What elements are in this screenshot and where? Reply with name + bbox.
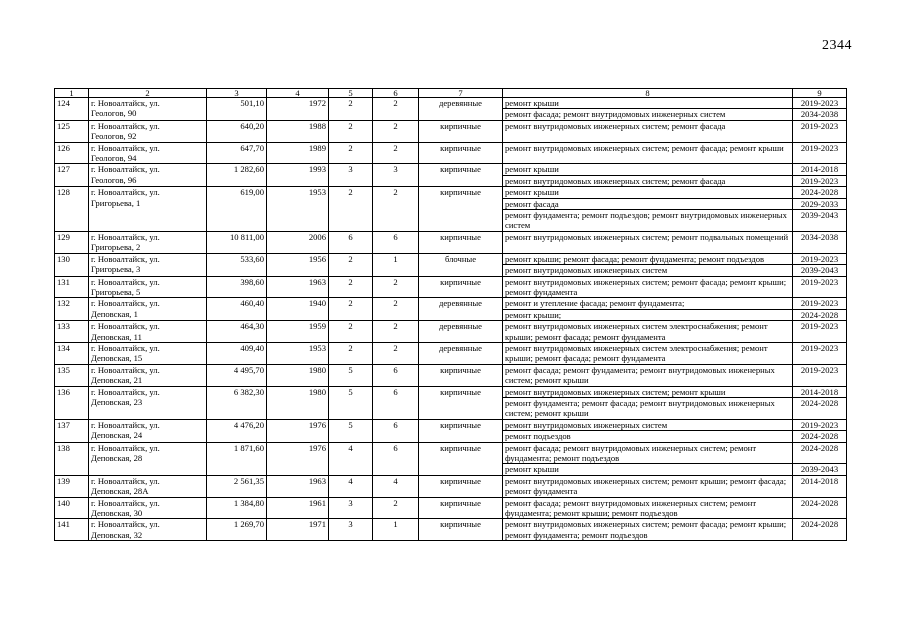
entrances-cell: 2 — [373, 142, 419, 164]
wall-material-cell: кирпичные — [419, 386, 503, 419]
entrances-cell: 2 — [373, 497, 419, 519]
table-row — [55, 164, 847, 175]
wall-material-cell: кирпичные — [419, 519, 503, 541]
row-number-cell: 125 — [55, 120, 89, 142]
year-cell: 1953 — [267, 342, 329, 364]
work-description-cell: ремонт крыши — [503, 164, 793, 175]
year-cell: 1980 — [267, 386, 329, 419]
work-description-cell: ремонт внутридомовых инженерных систем электроснабжения; ремонт крыши; ремонт фасада; ремонт фундамента — [503, 342, 793, 364]
area-cell: 398,60 — [207, 276, 267, 298]
header-cell: 3 — [207, 89, 267, 98]
address-line-street: Деповская, 28 — [91, 453, 143, 463]
row-number-cell: 138 — [55, 442, 89, 475]
header-cell: 6 — [373, 89, 419, 98]
floors-cell: 4 — [329, 442, 373, 475]
work-period-cell: 2024-2028 — [793, 519, 847, 541]
work-period-cell: 2019-2023 — [793, 298, 847, 309]
work-period-cell: 2019-2023 — [793, 321, 847, 343]
row-number-cell: 131 — [55, 276, 89, 298]
table-row — [55, 120, 847, 142]
work-period-cell: 2034-2038 — [793, 109, 847, 120]
address-cell — [89, 142, 207, 164]
row-number-cell: 132 — [55, 298, 89, 321]
row-number-cell: 139 — [55, 475, 89, 497]
row-number-cell: 124 — [55, 98, 89, 121]
address-line-city: г. Новоалтайск, ул. — [91, 164, 160, 175]
address-line-city: г. Новоалтайск, ул. — [91, 187, 160, 198]
floors-cell: 2 — [329, 187, 373, 232]
work-period-cell: 2024-2028 — [793, 431, 847, 442]
address-cell — [89, 164, 207, 187]
address-line-city: г. Новоалтайск, ул. — [91, 98, 160, 108]
year-cell: 1971 — [267, 519, 329, 541]
work-period-cell: 2019-2023 — [793, 364, 847, 386]
table-row — [55, 321, 847, 343]
work-description-cell: ремонт и утепление фасада; ремонт фундамента; — [503, 298, 793, 309]
floors-cell: 5 — [329, 386, 373, 419]
area-cell: 464,30 — [207, 321, 267, 343]
work-period-cell: 2024-2028 — [793, 442, 847, 464]
floors-cell: 2 — [329, 98, 373, 121]
table-row — [55, 187, 847, 198]
wall-material-cell: деревянные — [419, 321, 503, 343]
work-description-cell: ремонт внутридомовых инженерных систем; ремонт фасада — [503, 120, 793, 142]
row-number-cell: 126 — [55, 142, 89, 164]
table-row — [55, 276, 847, 298]
year-cell: 1961 — [267, 497, 329, 519]
floors-cell: 2 — [329, 253, 373, 276]
address-cell — [89, 364, 207, 386]
address-line-street: Геологов, 90 — [91, 108, 137, 119]
area-cell: 647,70 — [207, 142, 267, 164]
wall-material-cell: кирпичные — [419, 231, 503, 253]
row-number-cell: 128 — [55, 187, 89, 232]
work-period-cell: 2034-2038 — [793, 231, 847, 253]
entrances-cell: 2 — [373, 187, 419, 232]
wall-material-cell: кирпичные — [419, 364, 503, 386]
work-description-cell: ремонт крыши; — [503, 309, 793, 320]
work-description-cell: ремонт внутридомовых инженерных систем — [503, 419, 793, 430]
floors-cell: 2 — [329, 276, 373, 298]
header-cell: 1 — [55, 89, 89, 98]
work-period-cell: 2024-2028 — [793, 309, 847, 320]
address-cell — [89, 442, 207, 475]
header-cell: 9 — [793, 89, 847, 98]
area-cell: 6 382,30 — [207, 386, 267, 419]
table-row — [55, 253, 847, 264]
work-description-cell: ремонт фасада; ремонт внутридомовых инженерных систем; ремонт фундамента; ремонт подъездов — [503, 442, 793, 464]
entrances-cell: 4 — [373, 475, 419, 497]
entrances-cell: 1 — [373, 253, 419, 276]
row-number-cell: 130 — [55, 253, 89, 276]
address-cell — [89, 497, 207, 519]
entrances-cell: 6 — [373, 364, 419, 386]
address-line-street: Геологов, 94 — [91, 153, 137, 164]
address-line-city: г. Новоалтайск, ул. — [91, 419, 160, 430]
address-line-street: Деповская, 21 — [91, 375, 143, 386]
table-row — [55, 386, 847, 397]
table-row — [55, 342, 847, 364]
work-description-cell: ремонт крыши — [503, 464, 793, 475]
work-period-cell: 2019-2023 — [793, 419, 847, 430]
address-line-city: г. Новоалтайск, ул. — [91, 231, 160, 242]
wall-material-cell: кирпичные — [419, 276, 503, 298]
work-description-cell: ремонт внутридомовых инженерных систем электроснабжения; ремонт крыши; ремонт фасада; ремонт фундамента — [503, 321, 793, 343]
entrances-cell: 1 — [373, 519, 419, 541]
floors-cell: 5 — [329, 364, 373, 386]
entrances-cell: 6 — [373, 442, 419, 475]
entrances-cell: 2 — [373, 342, 419, 364]
entrances-cell: 2 — [373, 321, 419, 343]
work-description-cell: ремонт внутридомовых инженерных систем — [503, 265, 793, 276]
work-description-cell: ремонт крыши; ремонт фасада; ремонт фундамента; ремонт подъездов — [503, 253, 793, 264]
work-description-cell: ремонт внутридомовых инженерных систем; ремонт фасада; ремонт крыши; ремонт фундамента; ремонт подъездов — [503, 519, 793, 541]
address-line-street: Деповская, 24 — [91, 430, 143, 441]
area-cell: 501,10 — [207, 98, 267, 121]
year-cell: 1976 — [267, 442, 329, 475]
area-cell: 1 384,80 — [207, 497, 267, 519]
entrances-cell: 2 — [373, 120, 419, 142]
area-cell: 1 871,60 — [207, 442, 267, 475]
row-number-cell: 135 — [55, 364, 89, 386]
year-cell: 1956 — [267, 253, 329, 276]
repair-schedule-table — [54, 88, 847, 541]
year-cell: 2006 — [267, 231, 329, 253]
wall-material-cell: деревянные — [419, 98, 503, 121]
floors-cell: 2 — [329, 298, 373, 321]
wall-material-cell: кирпичные — [419, 475, 503, 497]
wall-material-cell: кирпичные — [419, 419, 503, 442]
work-period-cell: 2019-2023 — [793, 120, 847, 142]
address-cell — [89, 231, 207, 253]
work-period-cell: 2019-2023 — [793, 276, 847, 298]
year-cell: 1980 — [267, 364, 329, 386]
address-line-city: г. Новоалтайск, ул. — [91, 298, 160, 309]
address-line-street: Деповская, 28А — [91, 486, 149, 497]
address-line-street: Деповская, 1 — [91, 308, 138, 319]
area-cell: 619,00 — [207, 187, 267, 232]
work-description-cell: ремонт внутридомовых инженерных систем; ремонт крыши — [503, 386, 793, 397]
area-cell: 640,20 — [207, 120, 267, 142]
header-cell: 2 — [89, 89, 207, 98]
work-description-cell: ремонт фасада; ремонт фундамента; ремонт внутридомовых инженерных систем; ремонт крыши — [503, 364, 793, 386]
address-line-street: Григорьева, 3 — [91, 264, 141, 275]
work-period-cell: 2019-2023 — [793, 253, 847, 264]
address-line-city: г. Новоалтайск, ул. — [91, 142, 160, 153]
work-description-cell: ремонт внутридомовых инженерных систем; ремонт фасада — [503, 175, 793, 186]
address-cell — [89, 321, 207, 343]
header-cell: 4 — [267, 89, 329, 98]
area-cell: 2 561,35 — [207, 475, 267, 497]
work-period-cell: 2014-2018 — [793, 475, 847, 497]
floors-cell: 2 — [329, 321, 373, 343]
wall-material-cell: блочные — [419, 253, 503, 276]
entrances-cell: 3 — [373, 164, 419, 187]
floors-cell: 6 — [329, 231, 373, 253]
entrances-cell: 2 — [373, 298, 419, 321]
work-description-cell: ремонт фасада; ремонт внутридомовых инженерных систем; ремонт фундамента; ремонт крыши; ремонт подъездов — [503, 497, 793, 519]
address-line-street: Григорьева, 5 — [91, 286, 141, 297]
work-description-cell: ремонт крыши — [503, 98, 793, 109]
table-row — [55, 519, 847, 541]
address-cell — [89, 187, 207, 232]
wall-material-cell: кирпичные — [419, 497, 503, 519]
address-cell — [89, 475, 207, 497]
row-number-cell: 137 — [55, 419, 89, 442]
work-description-cell: ремонт фундамента; ремонт фасада; ремонт внутридомовых инженерных систем; ремонт крыши — [503, 397, 793, 419]
area-cell: 1 282,60 — [207, 164, 267, 187]
year-cell: 1953 — [267, 187, 329, 232]
work-period-cell: 2019-2023 — [793, 342, 847, 364]
address-line-city: г. Новоалтайск, ул. — [91, 497, 160, 508]
wall-material-cell: кирпичные — [419, 164, 503, 187]
address-line-city: г. Новоалтайск, ул. — [91, 475, 160, 486]
year-cell: 1963 — [267, 276, 329, 298]
work-period-cell: 2019-2023 — [793, 142, 847, 164]
year-cell: 1959 — [267, 321, 329, 343]
floors-cell: 3 — [329, 519, 373, 541]
wall-material-cell: деревянные — [419, 342, 503, 364]
work-period-cell: 2019-2023 — [793, 175, 847, 186]
address-cell — [89, 386, 207, 419]
page-number: 2344 — [822, 38, 852, 53]
table-row — [55, 497, 847, 519]
address-cell — [89, 342, 207, 364]
year-cell: 1940 — [267, 298, 329, 321]
work-description-cell: ремонт внутридомовых инженерных систем; ремонт крыши; ремонт фасада; ремонт фундамента — [503, 475, 793, 497]
table-row — [55, 475, 847, 497]
work-description-cell: ремонт крыши — [503, 187, 793, 198]
row-number-cell: 133 — [55, 321, 89, 343]
table-row — [55, 98, 847, 109]
year-cell: 1989 — [267, 142, 329, 164]
entrances-cell: 6 — [373, 386, 419, 419]
work-period-cell: 2024-2028 — [793, 497, 847, 519]
work-description-cell: ремонт внутридомовых инженерных систем; ремонт фасада; ремонт крыши; ремонт фундамента — [503, 276, 793, 298]
table-row — [55, 231, 847, 253]
floors-cell: 5 — [329, 419, 373, 442]
wall-material-cell: кирпичные — [419, 120, 503, 142]
address-cell — [89, 98, 207, 121]
address-cell — [89, 519, 207, 541]
address-line-city: г. Новоалтайск, ул. — [91, 386, 160, 397]
address-line-street: Геологов, 96 — [91, 174, 137, 185]
entrances-cell: 2 — [373, 276, 419, 298]
work-description-cell: ремонт подъездов — [503, 431, 793, 442]
area-cell: 533,60 — [207, 253, 267, 276]
address-cell — [89, 419, 207, 442]
work-description-cell: ремонт внутридомовых инженерных систем; ремонт подвальных помещений — [503, 231, 793, 253]
entrances-cell: 6 — [373, 231, 419, 253]
floors-cell: 2 — [329, 142, 373, 164]
floors-cell: 3 — [329, 497, 373, 519]
work-description-cell: ремонт фасада — [503, 198, 793, 209]
address-line-city: г. Новоалтайск, ул. — [91, 364, 160, 375]
year-cell: 1963 — [267, 475, 329, 497]
address-line-city: г. Новоалтайск, ул. — [91, 321, 160, 332]
area-cell: 4 495,70 — [207, 364, 267, 386]
address-line-street: Григорьева, 1 — [91, 197, 141, 208]
header-cell: 5 — [329, 89, 373, 98]
wall-material-cell: кирпичные — [419, 142, 503, 164]
address-cell — [89, 253, 207, 276]
entrances-cell: 2 — [373, 98, 419, 121]
area-cell: 460,40 — [207, 298, 267, 321]
work-period-cell: 2039-2043 — [793, 265, 847, 276]
work-period-cell: 2014-2018 — [793, 386, 847, 397]
area-cell: 10 811,00 — [207, 231, 267, 253]
address-line-street: Деповская, 11 — [91, 331, 142, 342]
work-period-cell: 2019-2023 — [793, 98, 847, 109]
floors-cell: 3 — [329, 164, 373, 187]
work-period-cell: 2029-2033 — [793, 198, 847, 209]
address-cell — [89, 276, 207, 298]
address-line-city: г. Новоалтайск, ул. — [91, 120, 160, 131]
address-line-street: Деповская, 15 — [91, 353, 143, 364]
address-line-street: Геологов, 92 — [91, 131, 137, 142]
table-row — [55, 364, 847, 386]
row-number-cell: 134 — [55, 342, 89, 364]
address-line-street: Григорьева, 2 — [91, 242, 141, 253]
work-description-cell: ремонт фундамента; ремонт подъездов; ремонт внутридомовых инженерных систем — [503, 210, 793, 232]
work-period-cell: 2014-2018 — [793, 164, 847, 175]
floors-cell: 4 — [329, 475, 373, 497]
wall-material-cell: кирпичные — [419, 187, 503, 232]
work-period-cell: 2039-2043 — [793, 210, 847, 232]
address-line-city: г. Новоалтайск, ул. — [91, 276, 160, 287]
row-number-cell: 129 — [55, 231, 89, 253]
address-line-street: Деповская, 32 — [91, 529, 143, 540]
entrances-cell: 6 — [373, 419, 419, 442]
row-number-cell: 140 — [55, 497, 89, 519]
address-line-street: Деповская, 30 — [91, 508, 143, 519]
area-cell: 1 269,70 — [207, 519, 267, 541]
year-cell: 1976 — [267, 419, 329, 442]
year-cell: 1993 — [267, 164, 329, 187]
work-period-cell: 2039-2043 — [793, 464, 847, 475]
area-cell: 409,40 — [207, 342, 267, 364]
work-period-cell: 2024-2028 — [793, 187, 847, 198]
row-number-cell: 136 — [55, 386, 89, 419]
header-cell: 7 — [419, 89, 503, 98]
table-row — [55, 442, 847, 464]
address-line-city: г. Новоалтайск, ул. — [91, 253, 160, 264]
floors-cell: 2 — [329, 120, 373, 142]
address-cell — [89, 298, 207, 321]
year-cell: 1988 — [267, 120, 329, 142]
address-line-city: г. Новоалтайск, ул. — [91, 519, 160, 530]
row-number-cell: 127 — [55, 164, 89, 187]
wall-material-cell: деревянные — [419, 298, 503, 321]
address-line-city: г. Новоалтайск, ул. — [91, 442, 160, 453]
address-line-street: Деповская, 23 — [91, 396, 143, 407]
column-numbers-row — [55, 89, 847, 98]
row-number-cell: 141 — [55, 519, 89, 541]
wall-material-cell: кирпичные — [419, 442, 503, 475]
table-row — [55, 419, 847, 430]
table-row — [55, 142, 847, 164]
table-row — [55, 298, 847, 309]
address-line-city: г. Новоалтайск, ул. — [91, 342, 160, 353]
floors-cell: 2 — [329, 342, 373, 364]
header-cell: 8 — [503, 89, 793, 98]
work-description-cell: ремонт фасада; ремонт внутридомовых инженерных систем — [503, 109, 793, 120]
work-period-cell: 2024-2028 — [793, 397, 847, 419]
address-cell — [89, 120, 207, 142]
work-description-cell: ремонт внутридомовых инженерных систем; ремонт фасада; ремонт крыши — [503, 142, 793, 164]
area-cell: 4 476,20 — [207, 419, 267, 442]
year-cell: 1972 — [267, 98, 329, 121]
